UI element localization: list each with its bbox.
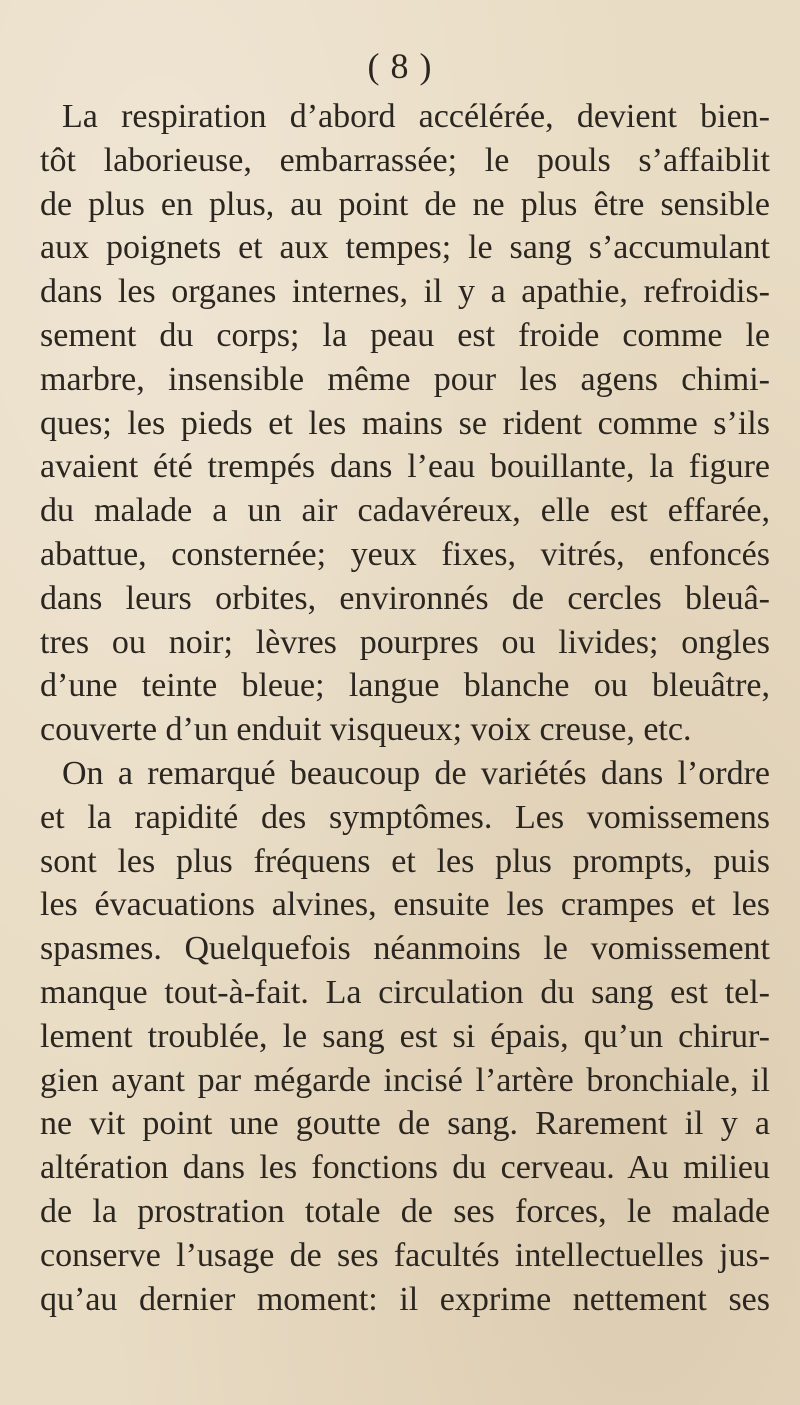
text-line: dans leurs orbites, environnés de cercles bleuâ- xyxy=(40,579,770,617)
text-line: On a remarqué beaucoup de variétés dans l’ordre xyxy=(62,754,770,792)
text-line: de la prostration totale de ses forces, le malade xyxy=(40,1192,770,1230)
text-line: lement troublée, le sang est si épais, qu’un chirur- xyxy=(40,1017,770,1055)
text-line: qu’au dernier moment: il exprime nettement ses xyxy=(40,1280,770,1318)
page-number: ( 8 ) xyxy=(367,46,433,86)
text-line: ne vit point une goutte de sang. Rarement il y a xyxy=(40,1105,770,1143)
text-line: gien ayant par mégarde incisé l’artère bronchiale, il xyxy=(40,1061,770,1099)
text-line: d’une teinte bleue; langue blanche ou bleuâtre, xyxy=(40,667,770,705)
text-line: du malade a un air cadavéreux, elle est effarée, xyxy=(40,492,770,530)
text-line: marbre, insensible même pour les agens chimi- xyxy=(40,360,770,398)
text-line: ques; les pieds et les mains se rident comme s’ils xyxy=(40,404,770,442)
text-line: spasmes. Quelquefois néanmoins le vomissement xyxy=(40,930,770,968)
text-line: avaient été trempés dans l’eau bouillante, la figure xyxy=(40,448,770,486)
text-line: La respiration d’abord accélérée, devient bien- xyxy=(62,98,770,135)
text-line: dans les organes internes, il y a apathie, refroidis- xyxy=(40,273,770,311)
text-line: sont les plus fréquens et les plus prompts, puis xyxy=(40,842,770,880)
text-line: aux poignets et aux tempes; le sang s’accumulant xyxy=(40,229,770,267)
text-line: sement du corps; la peau est froide comme le xyxy=(40,316,770,354)
text-line: conserve l’usage de ses facultés intellectuelles jus- xyxy=(40,1236,770,1274)
text-line: et la rapidité des symptômes. Les vomissemens xyxy=(40,798,770,836)
text-line: tôt laborieuse, embarrassée; le pouls s’affaiblit xyxy=(40,141,770,179)
text-line: de plus en plus, au point de ne plus être sensible xyxy=(40,185,770,223)
body-text xyxy=(40,95,770,1321)
text-line: altération dans les fonctions du cerveau. Au milieu xyxy=(40,1149,770,1187)
text-line: abattue, consternée; yeux fixes, vitrés, enfoncés xyxy=(40,535,770,573)
text-line: couverte d’un enduit visqueux; voix creuse, etc. xyxy=(40,711,692,749)
text-line: manque tout-à-fait. La circulation du sang est tel- xyxy=(40,973,770,1011)
text-line: les évacuations alvines, ensuite les crampes et les xyxy=(40,886,770,924)
text-line: tres ou noir; lèvres pourpres ou livides; ongles xyxy=(40,623,770,661)
